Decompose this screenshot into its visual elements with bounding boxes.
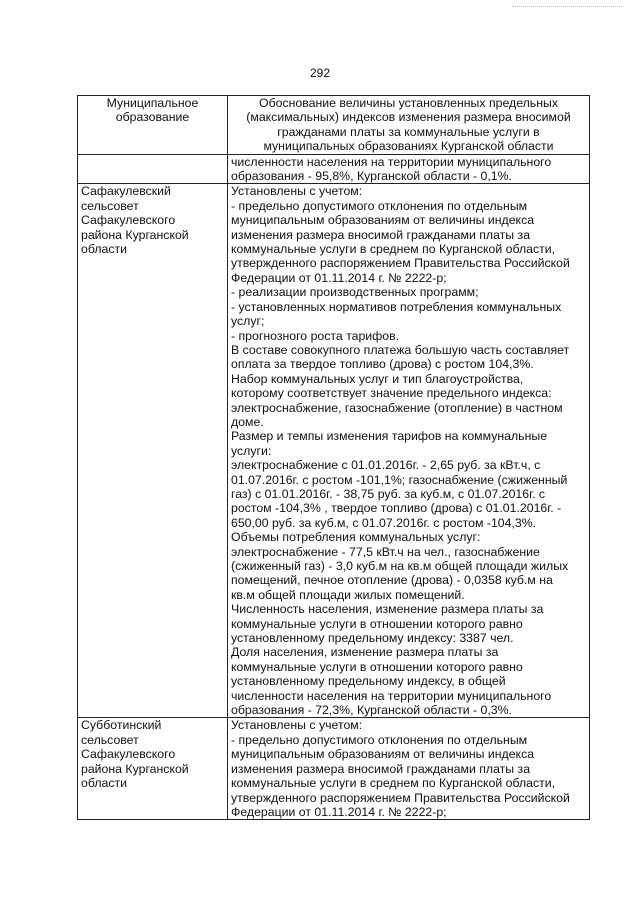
municipality-name-cell: Сафакулевский сельсовет Сафакулевского района Курганской области — [78, 184, 228, 718]
continuation-name-cell — [78, 154, 228, 184]
table-row — [78, 184, 590, 718]
justification-text-cell: Установлены с учетом: - предельно допустимого отклонения по отдельным муниципальным образованиям от величины индекса изменения размера вносимой гражданами платы за коммунальные услуги в среднем по Курганской области, утвержденного распоряжением Правительства Российской Федерации от 01.11.2014 г. № 2222-р; — [228, 718, 590, 820]
justification-text-cell: Установлены с учетом: - предельно допустимого отклонения по отдельным муниципальным образованиям от величины индекса изменения размера вносимой гражданами платы за коммунальные услуги в среднем по Курганской области, утвержденного распоряжением Правительства Российской Федерации от 01.11.2014 г. № 2222-р; - реализации производственных программ; - установленных нормативов потребления коммунальных услуг; - прогнозного роста тарифов. В составе совокупного платежа большую часть составляет оплата за твердое топливо (дрова) с ростом 104,3%. Набор коммунальных услуг и тип благоустройства, которому соответствует значение предельного индекса: электроснабжение, газоснабжение (отопление) в частном доме. Размер и темпы изменения тарифов на коммунальные услуги: электроснабжение с 01.01.2016г. - 2,65 руб. за кВт.ч, с 01.07.2016г. с ростом -101,1%; газоснабжение (сжиженный газ) с 01.01.2016г. - 38,75 руб. за куб.м, с 01.07.2016г. с ростом -104,3% , твердое топливо (дрова) с 01.01.2016г. - 650,00 руб. за куб.м, с 01.07.2016г. с ростом -104,3%. Объемы потребления коммунальных услуг: электроснабжение - 77,5 кВт.ч на чел., газоснабжение (сжиженный газ) - 3,0 куб.м на кв.м общей площади жилых помещений, печное отопление (дрова) - 0,0358 куб.м на кв.м общей площади жилых помещений. Численность населения, изменение размера платы за коммунальные услуги в отношении которого равно установленному предельному индексу: 3387 чел. Доля населения, изменение размера платы за коммунальные услуги в отношении которого равно установленному предельному индексу, в общей численности населения на территории муниципального образования - 72,3%, Курганской области - 0,3%. — [228, 184, 590, 718]
header-justification: Обоснование величины установленных предельных (максимальных) индексов изменения размера вносимой гражданами платы за коммунальные услуги в муниципальных образованиях Курганской области — [228, 96, 590, 155]
table-header-row — [78, 96, 590, 155]
continuation-text-cell: численности населения на территории муниципального образования - 95,8%, Курганской области - 0,1%. — [228, 154, 590, 184]
justification-table — [77, 95, 590, 820]
header-municipality: Муниципальное образование — [78, 96, 228, 155]
continuation-row — [78, 154, 590, 184]
municipality-name-cell: Субботинский сельсовет Сафакулевского района Курганской области — [78, 718, 228, 820]
table-row — [78, 718, 590, 820]
page-number: 292 — [309, 66, 331, 80]
scan-artifact — [512, 6, 622, 8]
